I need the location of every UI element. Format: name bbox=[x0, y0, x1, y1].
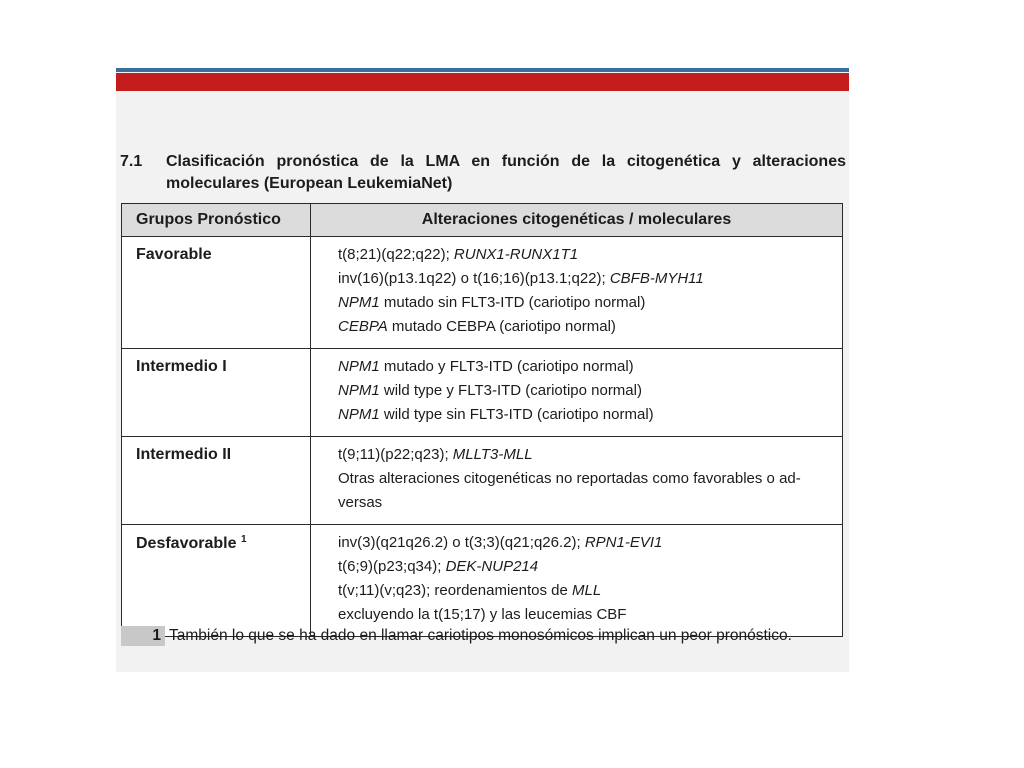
alteration-text: Otras alteraciones citogenéticas no reportadas como favorables o ad- bbox=[338, 470, 801, 487]
gene-name: CBFB-MYH11 bbox=[609, 270, 704, 287]
table-row bbox=[122, 237, 843, 349]
prognostic-group-label: Intermedio II bbox=[136, 446, 232, 463]
gene-name: NPM1 bbox=[338, 294, 380, 311]
alteration-line bbox=[338, 379, 834, 403]
alteration-text: wild type sin FLT3-ITD (cariotipo normal) bbox=[379, 406, 654, 423]
prognostic-group-label: Favorable bbox=[136, 246, 212, 263]
alteration-line bbox=[338, 467, 834, 491]
gene-name: RUNX1-RUNX1T1 bbox=[453, 246, 579, 263]
alteration-line bbox=[338, 579, 834, 603]
gene-name: CEBPA bbox=[338, 318, 388, 335]
gene-name: NPM1 bbox=[338, 406, 380, 423]
alteration-line bbox=[338, 555, 834, 579]
alteration-line bbox=[338, 603, 834, 627]
section-number: 7.1 bbox=[120, 153, 143, 170]
table-heading bbox=[120, 151, 846, 195]
prognostic-group-label: Intermedio I bbox=[136, 358, 227, 375]
alteration-text: t(v;11)(v;q23); reordenamientos de bbox=[338, 582, 573, 599]
content-panel bbox=[116, 68, 849, 672]
alterations-cell bbox=[311, 525, 843, 637]
gene-name: MLLT3-MLL bbox=[452, 446, 533, 463]
alteration-line bbox=[338, 243, 834, 267]
gene-name: RPN1-EVI1 bbox=[584, 534, 663, 551]
table-row bbox=[122, 349, 843, 437]
alteration-text: excluyendo la t(15;17) y las leucemias CBF bbox=[338, 606, 627, 623]
table-row bbox=[122, 437, 843, 525]
prognostic-group-label: Desfavorable bbox=[136, 535, 237, 552]
alteration-line bbox=[338, 315, 834, 339]
column-header-groups: Grupos Pronóstico bbox=[122, 204, 311, 237]
alteration-text: mutado CEBPA (cariotipo normal) bbox=[387, 318, 616, 335]
gene-name: NPM1 bbox=[338, 358, 380, 375]
alteration-line bbox=[338, 491, 834, 515]
footnote-text: También lo que se ha dado en llamar cariotipos monosómicos implican un peor pronóstico. bbox=[169, 627, 792, 644]
column-header-alterations: Alteraciones citogenéticas / moleculares bbox=[311, 204, 843, 237]
prognostic-group-cell bbox=[122, 437, 311, 525]
alterations-cell bbox=[311, 437, 843, 525]
alteration-text: mutado y FLT3-ITD (cariotipo normal) bbox=[379, 358, 634, 375]
gene-name: NPM1 bbox=[338, 382, 380, 399]
footnote-reference: 1 bbox=[240, 534, 247, 545]
alteration-line bbox=[338, 403, 834, 427]
alteration-text: wild type y FLT3-ITD (cariotipo normal) bbox=[379, 382, 642, 399]
prognostic-table bbox=[121, 203, 843, 637]
footnote-mark: 1 bbox=[121, 626, 165, 646]
prognostic-group-cell bbox=[122, 525, 311, 637]
footnote bbox=[121, 625, 847, 647]
alteration-text: inv(16)(p13.1q22) o t(16;16)(p13.1;q22); bbox=[338, 270, 610, 287]
gene-name: MLL bbox=[572, 582, 602, 599]
alteration-line bbox=[338, 531, 834, 555]
table-body bbox=[122, 237, 843, 637]
table-row bbox=[122, 525, 843, 637]
alterations-cell bbox=[311, 349, 843, 437]
alteration-text: t(6;9)(p23;q34); bbox=[338, 558, 446, 575]
section-title: Clasificación pronóstica de la LMA en función de la citogenética y alteraciones moleculares (European LeukemiaNet) bbox=[166, 153, 846, 192]
alteration-line bbox=[338, 355, 834, 379]
alteration-text: mutado sin FLT3-ITD (cariotipo normal) bbox=[379, 294, 646, 311]
gene-name: DEK-NUP214 bbox=[445, 558, 539, 575]
alteration-text: inv(3)(q21q26.2) o t(3;3)(q21;q26.2); bbox=[338, 534, 585, 551]
prognostic-group-cell bbox=[122, 237, 311, 349]
alterations-cell bbox=[311, 237, 843, 349]
alteration-line bbox=[338, 443, 834, 467]
prognostic-group-cell bbox=[122, 349, 311, 437]
alteration-line bbox=[338, 267, 834, 291]
alteration-text: t(8;21)(q22;q22); bbox=[338, 246, 454, 263]
header-red-band bbox=[116, 73, 849, 91]
header-blue-rule bbox=[116, 68, 849, 72]
alteration-text: versas bbox=[338, 494, 383, 511]
alteration-text: t(9;11)(p22;q23); bbox=[338, 446, 453, 463]
alteration-line bbox=[338, 291, 834, 315]
table-header-row bbox=[122, 204, 843, 237]
